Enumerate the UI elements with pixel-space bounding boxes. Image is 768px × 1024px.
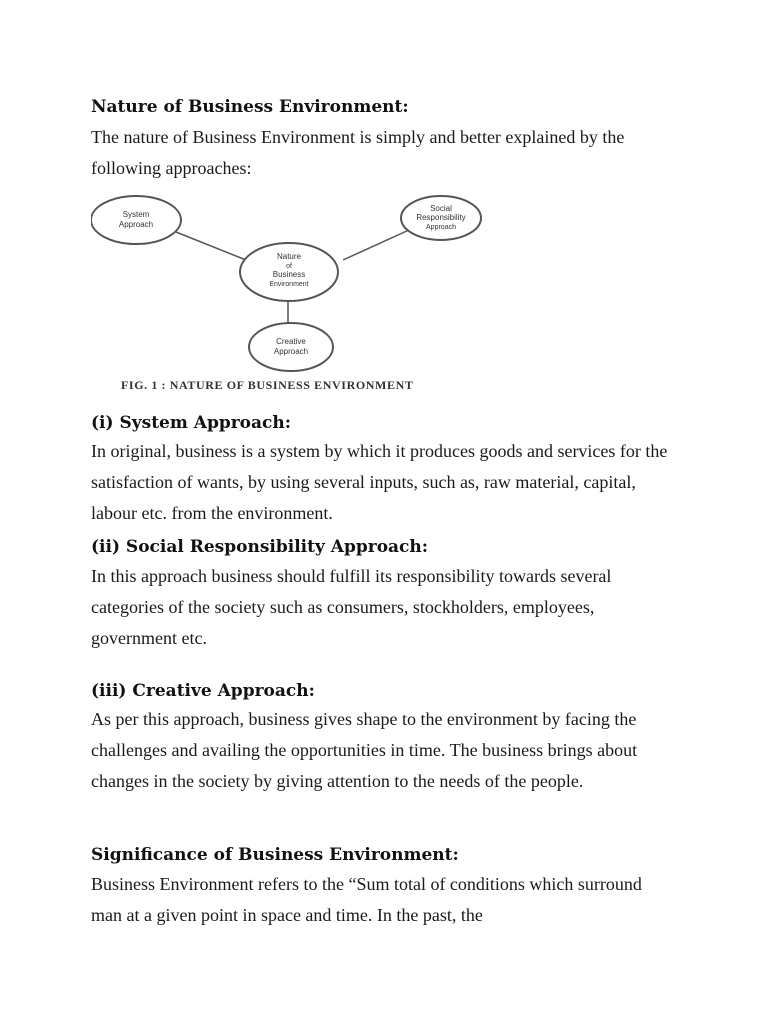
figure-caption: FIG. 1 : NATURE OF BUSINESS ENVIRONMENT <box>121 378 414 392</box>
connector-system <box>176 232 246 260</box>
nature-heading: Nature of Business Environment: <box>91 97 409 117</box>
creative-approach-heading: (iii) Creative Approach: <box>91 681 315 701</box>
connector-social <box>343 230 409 260</box>
social-responsibility-paragraph: In this approach business should fulfill its responsibility towards several categories of the society such as consumers, stockholders, employees, government etc. <box>91 566 612 648</box>
system-approach-paragraph: In original, business is a system by which it produces goods and services for the satisfaction of wants, by using several inputs, such as, raw material, capital, labour etc. from the environment. <box>91 441 668 523</box>
significance-heading: Significance of Business Environment: <box>91 845 459 865</box>
significance-paragraph: Business Environment refers to the “Sum total of conditions which surround man at a given point in space and time. In the past, the <box>91 874 642 925</box>
node-center-label-1: Nature <box>276 252 302 261</box>
node-social-label-3: Approach <box>426 224 456 231</box>
social-responsibility-heading: (ii) Social Responsibility Approach: <box>91 537 429 557</box>
nature-paragraph: The nature of Business Environment is simply and better explained by the following approaches: <box>91 127 625 178</box>
nature-diagram <box>91 192 491 402</box>
node-center-label-3: Business <box>272 270 306 279</box>
node-creative-label-2: Approach <box>273 347 309 356</box>
node-center-label-4: Environment <box>269 281 309 288</box>
diagram-svg <box>91 192 491 377</box>
node-system-label-2: Approach <box>118 220 154 229</box>
node-system-label-1: System <box>122 210 150 219</box>
node-social-label-2: Responsibility <box>416 213 466 222</box>
system-approach-heading: (i) System Approach: <box>91 413 292 433</box>
node-social-label-1: Social <box>430 204 452 213</box>
node-center-label-2: of <box>286 263 292 270</box>
creative-approach-paragraph: As per this approach, business gives shape to the environment by facing the challenges and availing the opportunities in time. The business brings about changes in the society by giving attention to the needs of the people. <box>91 709 638 791</box>
node-creative-label-1: Creative <box>276 337 306 346</box>
